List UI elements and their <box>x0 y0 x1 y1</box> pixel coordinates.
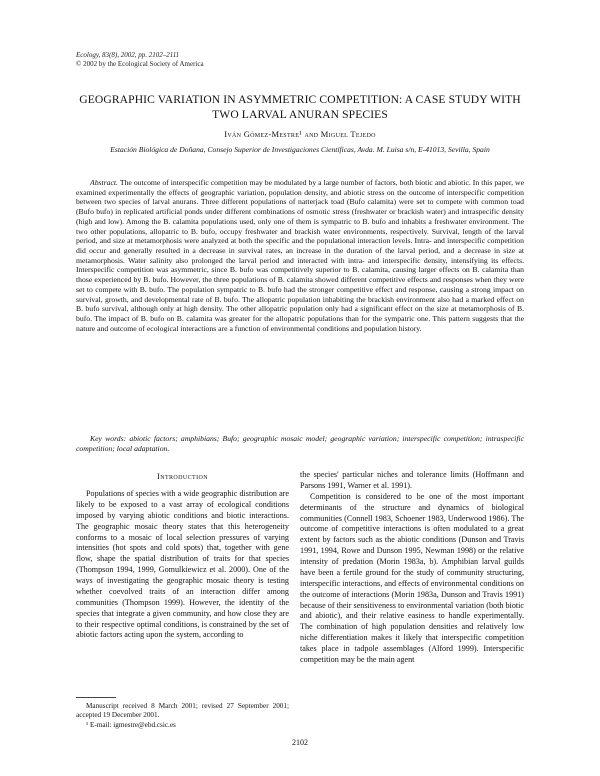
abstract-text: The outcome of interspecific competition may be modulated by a large number of factors, both biotic and abiotic. In this paper, we examined experimentally the effects of geographic variation, population density, and abiotic stress on the outcome of interspecific competition between two species of larval anurans. Three different populations of natterjack toad (Bufo calamita) were set to compete with common toad (Bufo bufo) in replicated artificial ponds under different combinations of osmotic stress (freshwater or brackish water) and intraspecific density (high and low). Among the B. calamita populations used, only one of them is sympatric to B. bufo and inhabits a freshwater environment. The two other populations, allopatric to B. bufo, occupy freshwater and brackish water environments, respectively. Survival, length of the larval period, and size at metamorphosis were analyzed at both the specific and the populational interaction levels. Intra- and interspecific competition did occur and generally resulted in a decrease in survival rates, an increase in the duration of the larval period, and a decrease in size at metamorphosis. Water salinity also prolonged the larval period and interacted with intra- and interspecific density, intensifying its effects. Interspecific competition was asymmetric, since B. bufo was competitively superior to B. calamita, causing larger effects on B. calamita than those experienced by B. bufo. However, the three populations of B. calamita showed different competitive effects and responses when they were set to compete with B. bufo. The population sympatric to B. bufo had the stronger competitive effect and response, causing a strong impact on survival, growth, and developmental rate of B. bufo. The allopatric population inhabiting the brackish environment also had a marked effect on B. bufo survival, although only at high density. The other allopatric population only had a significant effect on the size at metamorphosis of B. bufo. The impact of B. bufo on B. calamita was greater for the allopatric populations than for the sympatric one. This pattern suggests that the nature and outcome of ecological interactions are a function of environmental conditions and population history. <box>76 178 524 333</box>
introduction-right-paragraph-1: the species' particular niches and tolerance limits (Hoffmann and Parsons 1991, Warner et al. 1991). <box>300 470 524 490</box>
introduction-right-paragraph-2: Competition is considered to be one of the most important determinants of the structure and dynamics of biological communities (Connell 1983, Schoener 1983, Underwood 1986). The outcome of competitive interactions is often modulated to a great extent by factors such as the abiotic conditions (Dunson and Travis 1991, 1994, Rowe and Dunson 1995, Newman 1998) or the relative intensity of predation (Morin 1983a, b). Amphibian larval guilds have been a fertile ground for the study of community structuring, interspecific interactions, and effects of environmental conditions on the outcome of interactions (Morin 1983a, Dunson and Travis 1991) because of their sensitiveness to environmental variation (both biotic and abiotic), and their relative easiness to handle experimentally. The combination of high population densities and relatively low niche differentiation makes it likely that interspecific competition takes place in tadpole assemblages (Alford 1999). Interspecific competition may be the main agent <box>300 491 524 664</box>
keywords <box>76 434 524 454</box>
keywords-text: abiotic factors; amphibians; Bufo; geographic mosaic model; geographic variation; interspecific competition; intraspecific competition; local adaptation. <box>76 434 525 453</box>
footnote-email: ¹ E-mail: igmestre@ebd.csic.es <box>86 720 176 729</box>
introduction-left-paragraph: Populations of species with a wide geographic distribution are likely to be exposed to a vast array of ecological conditions imposed by varying abiotic conditions and biotic interactions. The geographic mosaic theory states that this heterogeneity conforms to a mosaic of local selection pressures of varying intensities (hot spots and cold spots) that, together with gene flow, shape the spatial distribution of traits for that species (Thompson 1994, 1999, Gomulkiewicz et al. 2000). One of the ways of investigating the geographic mosaic theory is testing whether coevolved traits of an interaction differ among communities (Thompson 1999). However, the identity of the species that integrate a given community, and how close they are to their respective optimal conditions, is constrained by the set of abiotic factors acting upon the system, according to <box>76 489 289 640</box>
paper-authors: Iván Gómez-Mestre¹ and Miguel Tejedo <box>224 129 376 139</box>
footnote-received: Manuscript received 8 March 2001; revised 27 September 2001; accepted 19 December 2001. <box>76 702 289 720</box>
introduction-right-column <box>300 470 524 666</box>
abstract <box>76 178 524 334</box>
journal-citation: Ecology, 83(8), 2002, pp. 2102–2111 <box>76 51 180 59</box>
journal-copyright: © 2002 by the Ecological Society of America <box>76 59 204 68</box>
paper-affiliation: Estación Biológica de Doñana, Consejo Superior de Investigaciones Científicas, Avda. M. Luisa s/n, E-41013, Sevilla, Spain <box>110 145 490 154</box>
journal-header <box>76 51 204 68</box>
introduction-heading: Introduction <box>157 472 208 481</box>
footnotes <box>76 702 289 730</box>
page-number: 2102 <box>292 738 308 747</box>
keywords-label: Key words: <box>90 434 127 443</box>
paper-title: GEOGRAPHIC VARIATION IN ASYMMETRIC COMPETITION: A CASE STUDY WITH TWO LARVAL ANURAN SPECIES <box>79 93 521 121</box>
footnote-divider <box>76 697 116 698</box>
abstract-label: Abstract. <box>90 178 118 187</box>
